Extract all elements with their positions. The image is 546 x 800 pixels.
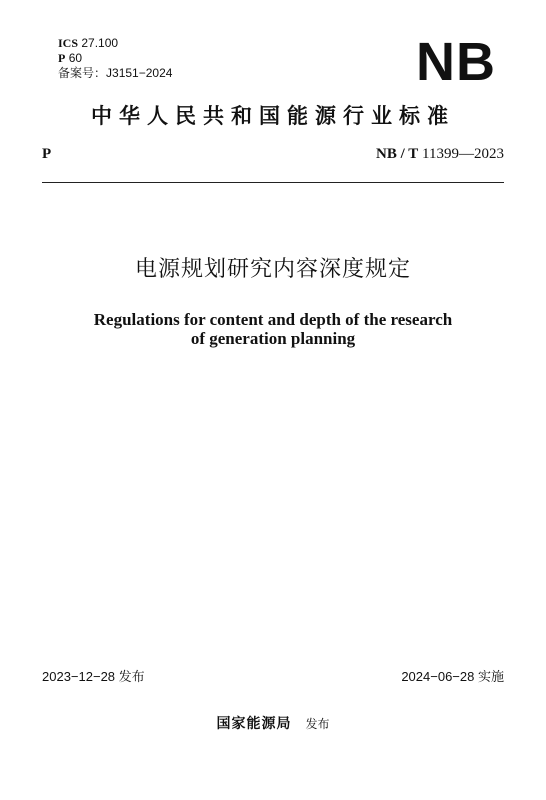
publisher-name: 国家能源局 xyxy=(216,716,292,732)
ccs-value: 60 xyxy=(68,51,83,65)
header-divider xyxy=(42,182,504,183)
category-letter: P xyxy=(42,146,52,162)
ics-label: ICS xyxy=(58,36,79,50)
implementation-date-value: 2024−06−28 xyxy=(401,669,475,684)
title-english-line-1: Regulations for content and depth of the research xyxy=(93,310,453,329)
publisher-line xyxy=(0,713,546,733)
implementation-date-label: 实施 xyxy=(477,669,504,684)
issue-date-label: 发布 xyxy=(118,669,145,684)
nb-logo: NB xyxy=(416,32,496,92)
standard-number xyxy=(376,146,504,163)
standard-number-prefix: NB / T xyxy=(376,146,419,162)
ccs-code xyxy=(58,51,82,66)
record-number xyxy=(58,66,172,81)
ics-code xyxy=(58,36,118,51)
title-chinese: 电源规划研究内容深度规定 xyxy=(134,257,411,282)
standard-number-value: 11399—2023 xyxy=(422,146,504,162)
implementation-date xyxy=(401,666,504,685)
record-value: J3151−2024 xyxy=(106,66,173,80)
ccs-label: P xyxy=(58,51,66,65)
title-english-line-2: of generation planning xyxy=(190,329,356,348)
publish-action: 发布 xyxy=(305,717,330,731)
issue-date-value: 2023−12−28 xyxy=(42,669,116,684)
issue-date xyxy=(42,666,145,685)
ics-value: 27.100 xyxy=(81,36,119,50)
standard-type-heading: 中华人民共和国能源行业标准 xyxy=(91,103,455,128)
record-label: 备案号： xyxy=(58,66,107,80)
